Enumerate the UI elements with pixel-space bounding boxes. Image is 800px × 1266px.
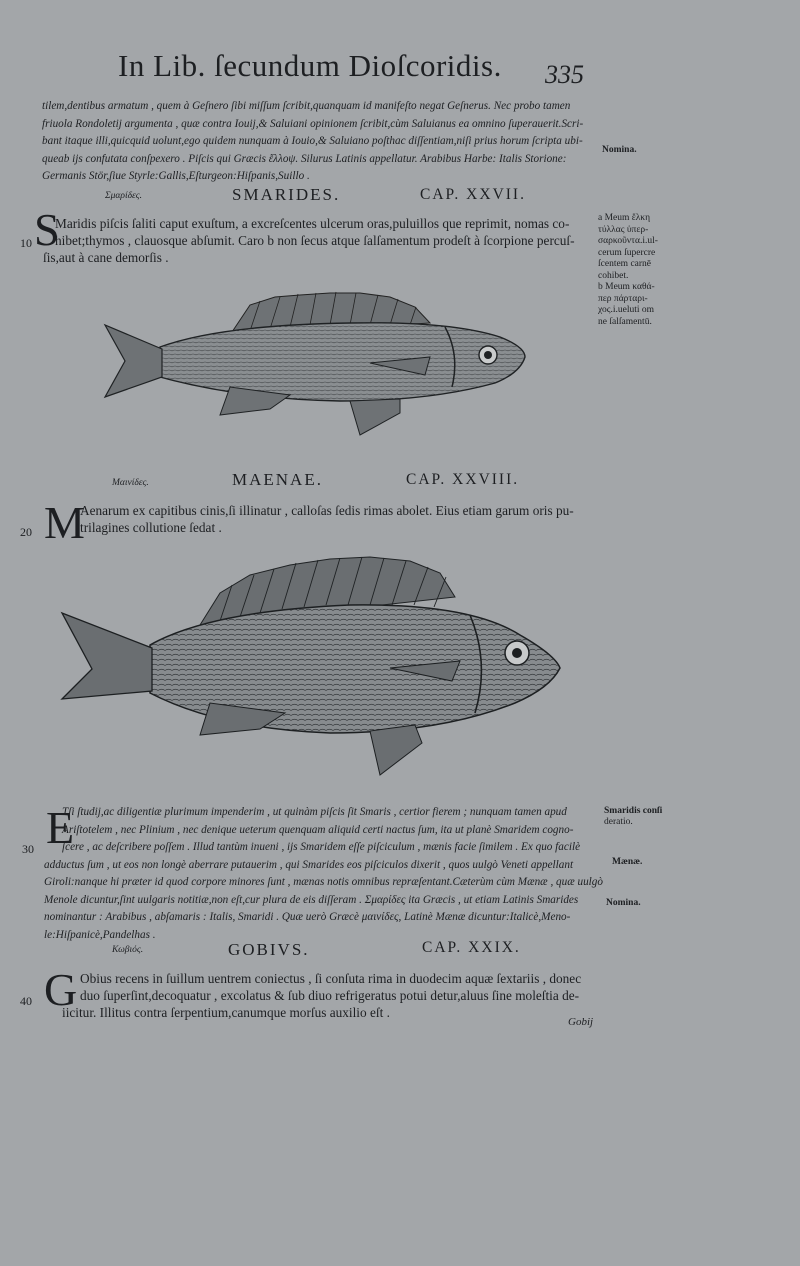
- margin-note-line: περ πάρταρι-: [598, 293, 648, 304]
- gobius-text: [62, 970, 600, 1021]
- running-header: In Lib. ſecundum Dioſcoridis.: [118, 48, 502, 83]
- margin-note: Smaridis conſi: [604, 806, 663, 816]
- margin-note-line: σαρκοῦντα.i.ul-: [598, 236, 658, 246]
- section-greek-name: Κωβιός.: [112, 945, 144, 955]
- section-greek-name: Σμαρίδες.: [105, 191, 142, 201]
- margin-note-line: ſcentem carnē: [598, 259, 652, 269]
- section-title: GOBIVS.: [228, 940, 310, 959]
- text-line: ſis,aut à cane demorſis .: [43, 250, 169, 265]
- drop-cap: E: [46, 802, 75, 853]
- margin-note-line: ne ſalſamentū.: [598, 316, 652, 327]
- section-title: MAENAE.: [232, 470, 323, 489]
- text-line: iicitur. Illitus contra ſerpentium,canumque morſus auxilio eſt .: [62, 1005, 390, 1020]
- section-title: SMARIDES.: [232, 185, 341, 204]
- chapter-number: CAP. XXVII.: [420, 186, 526, 203]
- intro-line: friuola Rondoletij argumenta , quæ contra Iouij,& Saluiani opinionem ſcribit,cùm Saluianus ea omnino ſuperauerit.Scri-: [42, 117, 584, 130]
- margin-note-line: χος.i.ueluti om: [598, 305, 655, 315]
- catchword: Gobij: [568, 1016, 594, 1028]
- margin-note-line: cohibet.: [598, 270, 629, 281]
- text-line: duo ſuperſint,decoquatur , excolatus & ſub diuo refrigeratus potui detur,aluus ſine moleſtia de-: [80, 988, 580, 1003]
- text-line: trilagines collutione ſedat .: [80, 520, 222, 535]
- maena-fish-illustration: [60, 553, 570, 783]
- chapter-number: CAP. XXIX.: [422, 939, 521, 956]
- margin-note: deratio.: [604, 817, 633, 827]
- text-line: Tſi ſtudij,ac diligentiæ plurimum impenderim , ut quinàm piſcis ſit Smaris , certior fierem ; nunquam tamen apud: [62, 806, 567, 818]
- margin-note: Mænæ.: [612, 857, 643, 867]
- text-line: Aenarum ex capitibus cinis,ſi illinatur , calloſas ſedis rimas abolet. Eius etiam garum oris pu-: [80, 503, 574, 518]
- smarides-margin-notes: [598, 213, 658, 328]
- text-line: ſcere , ac deſcribere poſſem . Illud tantùm inueni , ijs Smaridem eſſe piſciculum , mænis facie ſimilem . Ex quo facilè: [62, 841, 581, 853]
- line-number: 30: [22, 842, 34, 856]
- text-line: Maridis piſcis ſaliti caput exuſtum, a excreſcentes ulcerum oras,puluillos que reprimit, nomas co-: [55, 216, 570, 231]
- drop-cap: M: [44, 497, 85, 548]
- chapter-number: CAP. XXVIII.: [406, 471, 520, 488]
- margin-note-line: cerum ſupercre: [598, 247, 656, 258]
- intro-line: Germanis Stör,ſiue Styrle:Gallis,Eſturgeon:Hiſpanis,Suillo .: [42, 170, 310, 182]
- section-greek-name: Μαινίδες.: [112, 478, 149, 488]
- text-line: nominantur : Arabibus , abſamaris : Italis, Smaridi . Quæ uerò Græcè μαινίδες, Latinè Mænæ dicuntur:Italicè,Meno-: [44, 911, 571, 923]
- smaris-fish-illustration: [100, 285, 530, 445]
- commentary-text: [44, 804, 603, 944]
- drop-cap: S: [34, 204, 60, 255]
- intro-line: queab ijs confutata conſpexero . Piſcis qui Græcis ἔλλοψ. Silurus Latinis appellatur. Arabibus Harbe: Italis Storione:: [42, 152, 567, 165]
- intro-paragraph: [42, 98, 602, 186]
- drop-cap: G: [44, 964, 78, 1015]
- text-line: hibet;thymos , clauosque abſumit. Caro b non ſecus atque ſalſamentum prodeſt à ſcorpione percuſ-: [55, 233, 575, 248]
- margin-note-nomina: Nomina.: [602, 145, 637, 155]
- line-number: 20: [20, 525, 32, 539]
- page-number: 335: [545, 60, 584, 89]
- text-line: le:Hiſpanicè,Pandelhas .: [44, 928, 156, 941]
- line-number: 40: [20, 994, 32, 1008]
- text-line: Obius recens in ſuillum uentrem coniectus , ſi conſuta rima in duodecim aquæ ſextariis , donec: [80, 971, 582, 986]
- text-line: Giroli:nanque hi præter id quod corpore minores ſunt , mænas notis omnibus repræſentant.Cæterùm cùm Mænæ , quæ uulgò: [44, 876, 603, 888]
- text-line: adductus ſum , ut eos non longè aberrare putauerim , qui Smarides eos piſciculos dixerit , quos uulgò Veneti appellant: [44, 858, 574, 871]
- margin-note: Nomina.: [606, 898, 641, 908]
- maenae-text: [80, 502, 600, 536]
- text-line: Menole dicuntur,ſint uulgaris notitiæ,non eſt,cur plura de eis diſſeram . Σμαρίδες ita Græcis , ut etiam Latinis Smarides: [44, 893, 579, 906]
- intro-line: tilem,dentibus armatum , quem à Geſnero ſibi miſſum ſcribit,quanquam id manifeſto negat Geſnerus. Nec probo tamen: [42, 100, 571, 112]
- margin-note-line: τύλλας ὑπερ-: [598, 224, 649, 235]
- text-line: Ariſtotelem , nec Plinium , nec denique ueterum quenquam aliquid certi nactus ſum, ita ut planè Smaridem cogno-: [62, 823, 574, 836]
- line-number: 10: [20, 236, 32, 250]
- margin-note-line: a Meum ἕλκη: [598, 213, 651, 223]
- intro-line: bant itaque illi,quicquid uolunt,ego quidem nunquam à Iouio,& Saluiano poſthac diſſentiam,niſi prius horum ſcripta ubi-: [42, 135, 583, 147]
- smarides-text: [43, 215, 595, 266]
- margin-note-line: b Meum καθά-: [598, 282, 655, 292]
